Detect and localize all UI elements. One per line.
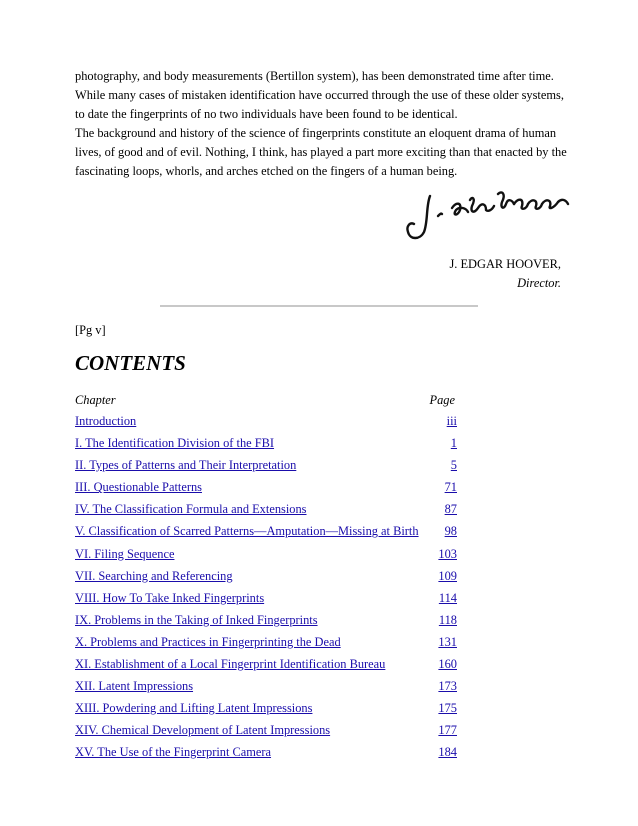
toc-link[interactable]: IV. The Classification Formula and Extensions [75,502,307,517]
toc-entry [75,719,457,741]
table-of-contents [75,410,457,764]
contents-heading: CONTENTS [75,351,186,375]
handwritten-signature [402,186,574,248]
toc-entry [75,609,457,631]
toc-entry [75,520,457,542]
signature-name: J. EDGAR HOOVER, [449,257,561,271]
toc-link[interactable]: XI. Establishment of a Local Fingerprint Identification Bureau [75,657,386,672]
toc-entry [75,631,457,653]
toc-link[interactable]: II. Types of Patterns and Their Interpretation [75,458,297,473]
toc-link[interactable]: XV. The Use of the Fingerprint Camera [75,745,272,760]
toc-page-link[interactable]: 87 [444,502,457,517]
toc-link[interactable]: III. Questionable Patterns [75,480,202,495]
toc-link[interactable]: I. The Identification Division of the FBI [75,436,275,451]
toc-header [75,393,455,408]
toc-entry [75,565,457,587]
toc-entry [75,543,457,565]
toc-link[interactable]: V. Classification of Scarred Patterns—Amputation—Missing at Birth [75,524,419,539]
toc-link[interactable]: XII. Latent Impressions [75,679,194,694]
intro-paragraph-2: The background and history of the science of fingerprints constitute an eloquent drama of human lives, of good and of evil. Nothing, I think, has played a part more exciting than that enacted by the fascinating loops, whorls, and arches etched on the fingers of a human being. [75,126,567,178]
toc-link[interactable]: XIII. Powdering and Lifting Latent Impressions [75,701,313,716]
toc-link[interactable]: VII. Searching and Referencing [75,568,233,583]
toc-link[interactable]: IX. Problems in the Taking of Inked Fingerprints [75,612,318,627]
toc-entry [75,741,457,763]
toc-page-header: Page [429,393,455,407]
signature-title: Director. [517,276,561,290]
section-divider [160,305,478,307]
toc-page-link[interactable]: 103 [438,546,457,561]
toc-link[interactable]: Introduction [75,414,137,428]
toc-link[interactable]: X. Problems and Practices in Fingerprinting the Dead [75,634,341,649]
toc-page-link[interactable]: 98 [444,524,457,539]
toc-entry [75,432,457,454]
toc-entry [75,498,457,520]
toc-page-link[interactable]: 109 [438,568,457,583]
toc-entry [75,587,457,609]
toc-link[interactable]: VIII. How To Take Inked Fingerprints [75,590,265,605]
toc-link[interactable]: XIV. Chemical Development of Latent Impressions [75,723,331,738]
toc-page-link[interactable]: 173 [438,679,457,694]
toc-page-link[interactable]: 160 [438,657,457,672]
toc-page-link[interactable]: 118 [438,612,457,627]
toc-entry [75,410,457,432]
toc-chapter-header: Chapter [75,393,116,407]
toc-entry [75,697,457,719]
toc-entry [75,454,457,476]
toc-page-link[interactable]: 131 [438,634,457,649]
toc-page-link[interactable]: 71 [444,480,457,495]
toc-page-link[interactable]: 1 [450,436,457,451]
toc-page-link[interactable]: 114 [438,590,457,605]
toc-entry [75,653,457,675]
toc-entry [75,476,457,498]
toc-page-link[interactable]: iii [446,414,457,428]
toc-page-link[interactable]: 175 [438,701,457,716]
intro-paragraph-1: photography, and body measurements (Bertillon system), has been demonstrated time after time. While many cases of mistaken identification have occurred through the use of these older systems, to date the fingerprints of no two individuals have been found to be identical. [75,69,564,121]
page-reference: [Pg v] [75,323,106,337]
toc-page-link[interactable]: 184 [438,745,457,760]
toc-link[interactable]: VI. Filing Sequence [75,546,175,561]
toc-entry [75,675,457,697]
toc-page-link[interactable]: 177 [438,723,457,738]
toc-page-link[interactable]: 5 [450,458,457,473]
